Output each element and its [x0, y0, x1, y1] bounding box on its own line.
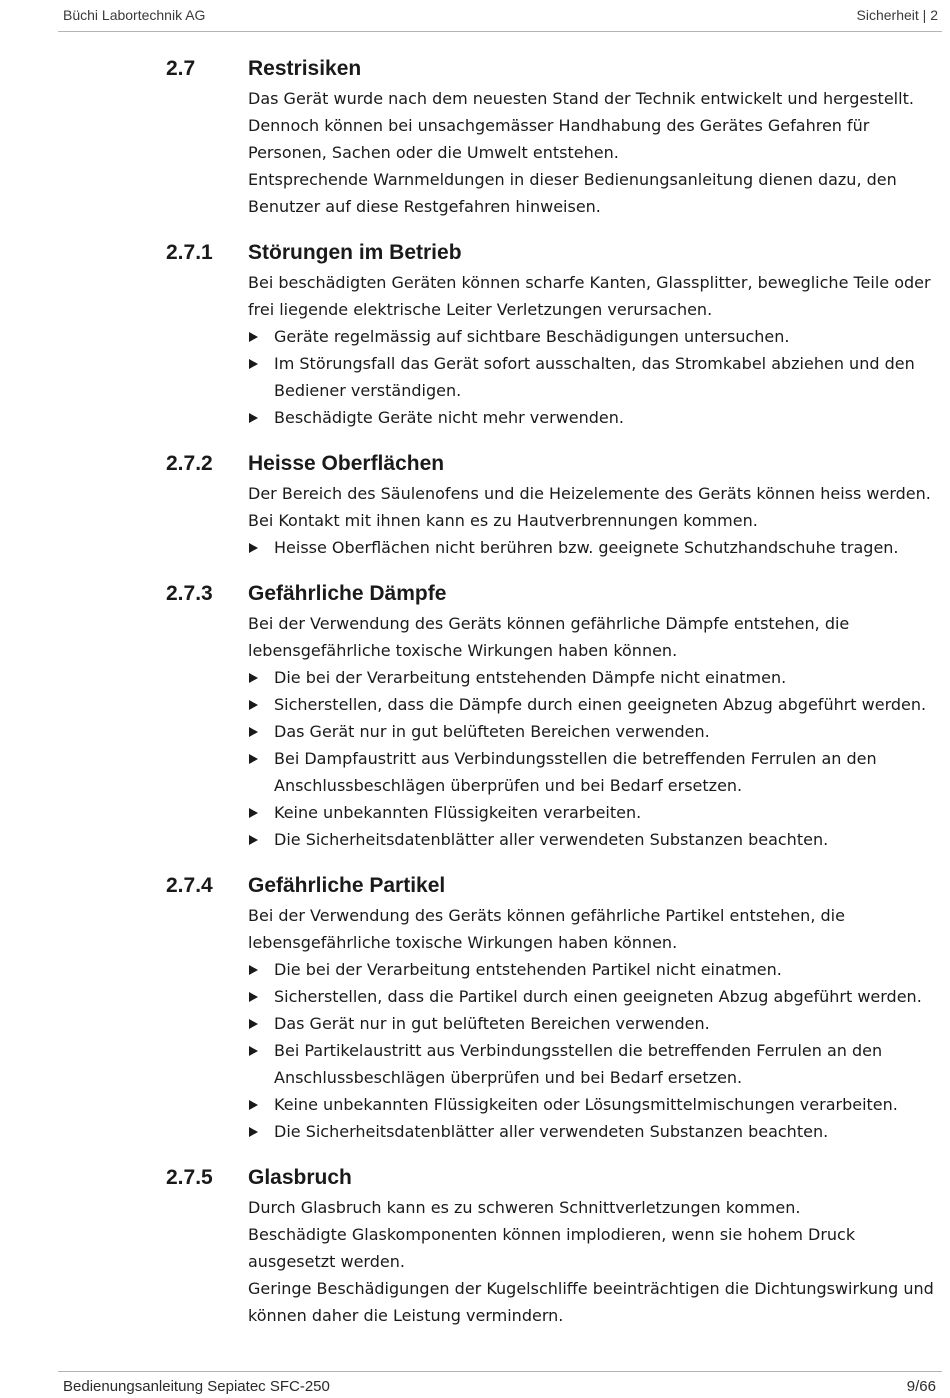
page-header	[58, 0, 942, 32]
section-number: 2.7.2	[166, 452, 213, 475]
paragraph: Bei der Verwendung des Geräts können gefährliche Dämpfe entstehen, die lebensgefährliche toxische Wirkungen haben können.	[248, 614, 850, 660]
list-item: Keine unbekannten Flüssigkeiten oder Lösungsmittelmischungen verarbeiten.	[248, 1091, 938, 1118]
bullet-arrow-icon	[249, 965, 258, 975]
paragraph: Das Gerät wurde nach dem neuesten Stand der Technik entwickelt und hergestellt. Dennoch können bei unsachgemässer Handhabung des Gerätes Gefahren für Personen, Sachen oder die Umwelt entstehen.	[248, 89, 914, 162]
bullet-arrow-icon	[249, 808, 258, 818]
list-item: Bei Partikelaustritt aus Verbindungsstellen die betreffenden Ferrulen an den Anschlussbeschlägen überprüfen und bei Bedarf ersetzen.	[248, 1037, 938, 1091]
list-item: Die bei der Verarbeitung entstehenden Partikel nicht einatmen.	[248, 956, 938, 983]
paragraph: Bei beschädigten Geräten können scharfe Kanten, Glassplitter, bewegliche Teile oder frei liegende elektrische Leiter Verletzungen verursachen.	[248, 273, 931, 319]
bullet-arrow-icon	[249, 359, 258, 369]
header-company: Büchi Labortechnik AG	[63, 7, 206, 23]
section-2-7-5	[0, 1162, 950, 1329]
list-item: Sicherstellen, dass die Dämpfe durch einen geeigneten Abzug abgeführt werden.	[248, 691, 938, 718]
bullet-arrow-icon	[249, 332, 258, 342]
list-item: Das Gerät nur in gut belüfteten Bereichen verwenden.	[248, 1010, 938, 1037]
list-item: Geräte regelmässig auf sichtbare Beschädigungen untersuchen.	[248, 323, 938, 350]
section-title: Gefährliche Partikel	[248, 874, 446, 897]
bullet-arrow-icon	[249, 673, 258, 683]
section-title: Restrisiken	[248, 57, 362, 80]
bullet-arrow-icon	[249, 1100, 258, 1110]
list-item: Keine unbekannten Flüssigkeiten verarbeiten.	[248, 799, 938, 826]
list-item: Heisse Oberflächen nicht berühren bzw. geeignete Schutzhandschuhe tragen.	[248, 534, 938, 561]
section-number: 2.7.1	[166, 241, 213, 264]
section-2-7-1	[0, 237, 950, 431]
section-2-7-4	[0, 870, 950, 1145]
paragraph: Geringe Beschädigungen der Kugelschliffe beeinträchtigen die Dichtungswirkung und können daher die Leistung vermindern.	[248, 1279, 934, 1325]
section-title: Störungen im Betrieb	[248, 241, 462, 264]
list-item: Beschädigte Geräte nicht mehr verwenden.	[248, 404, 938, 431]
footer-manual-title: Bedienungsanleitung Sepiatec SFC-250	[63, 1378, 330, 1395]
bullet-arrow-icon	[249, 727, 258, 737]
section-number: 2.7	[166, 57, 196, 80]
list-item: Die Sicherheitsdatenblätter aller verwendeten Substanzen beachten.	[248, 1118, 938, 1145]
bullet-arrow-icon	[249, 754, 258, 764]
section-2-7	[0, 53, 950, 220]
bullet-arrow-icon	[249, 1019, 258, 1029]
bullet-arrow-icon	[249, 543, 258, 553]
page-footer	[58, 1371, 942, 1398]
bullet-arrow-icon	[249, 413, 258, 423]
bullet-arrow-icon	[249, 992, 258, 1002]
bullet-arrow-icon	[249, 700, 258, 710]
header-chapter: Sicherheit | 2	[856, 7, 938, 23]
bullet-arrow-icon	[249, 1127, 258, 1137]
paragraph: Beschädigte Glaskomponenten können implodieren, wenn sie hohem Druck ausgesetzt werden.	[248, 1225, 856, 1271]
section-number: 2.7.3	[166, 582, 213, 605]
section-title: Glasbruch	[248, 1166, 352, 1189]
section-number: 2.7.4	[166, 874, 213, 897]
list-item: Im Störungsfall das Gerät sofort ausschalten, das Stromkabel abziehen und den Bediener verständigen.	[248, 350, 938, 404]
paragraph: Durch Glasbruch kann es zu schweren Schnittverletzungen kommen.	[248, 1198, 801, 1217]
paragraph: Der Bereich des Säulenofens und die Heizelemente des Geräts können heiss werden. Bei Kontakt mit ihnen kann es zu Hautverbrennungen kommen.	[248, 484, 931, 530]
list-item: Bei Dampfaustritt aus Verbindungsstellen die betreffenden Ferrulen an den Anschlussbeschlägen überprüfen und bei Bedarf ersetzen.	[248, 745, 938, 799]
paragraph: Bei der Verwendung des Geräts können gefährliche Partikel entstehen, die lebensgefährliche toxische Wirkungen haben können.	[248, 906, 845, 952]
list-item: Sicherstellen, dass die Partikel durch einen geeigneten Abzug abgeführt werden.	[248, 983, 938, 1010]
paragraph: Entsprechende Warnmeldungen in dieser Bedienungsanleitung dienen dazu, den Benutzer auf diese Restgefahren hinweisen.	[248, 170, 897, 216]
section-title: Heisse Oberflächen	[248, 452, 445, 475]
footer-page-number: 9/66	[906, 1378, 936, 1395]
section-2-7-3	[0, 578, 950, 853]
document-body	[0, 53, 950, 1329]
bullet-arrow-icon	[249, 1046, 258, 1056]
section-title: Gefährliche Dämpfe	[248, 582, 447, 605]
bullet-arrow-icon	[249, 835, 258, 845]
list-item: Das Gerät nur in gut belüfteten Bereichen verwenden.	[248, 718, 938, 745]
section-2-7-2	[0, 448, 950, 561]
list-item: Die Sicherheitsdatenblätter aller verwendeten Substanzen beachten.	[248, 826, 938, 853]
list-item: Die bei der Verarbeitung entstehenden Dämpfe nicht einatmen.	[248, 664, 938, 691]
section-number: 2.7.5	[166, 1166, 213, 1189]
